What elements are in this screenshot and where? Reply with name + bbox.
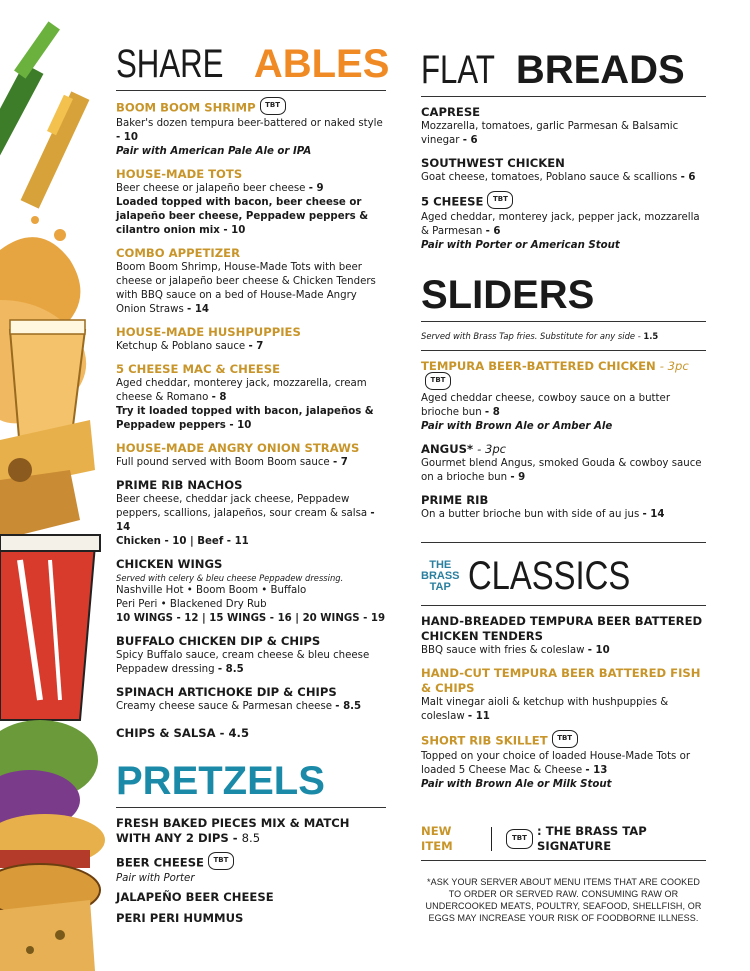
menu-item: ANGUS* - 3pc Gourmet blend Angus, smoked Gouda & cowboy sauce on a brioche bun - 9 xyxy=(421,442,702,483)
section-divider xyxy=(116,807,386,808)
section-divider xyxy=(421,542,706,543)
menu-item: HAND-BREADED TEMPURA BEER BATTERED CHICKEN TENDERS BBQ sauce with fries & coleslaw - 10 xyxy=(421,614,703,656)
menu-item: CAPRESE Mozzarella, tomatoes, garlic Parmesan & Balsamic vinegar - 6 xyxy=(421,105,679,146)
tbt-signature-icon: TBT xyxy=(260,97,286,115)
menu-item: PERI PERI HUMMUS xyxy=(116,911,244,925)
menu-item: TEMPURA BEER-BATTERED CHICKEN - 3pcTBT Aged cheddar cheese, cowboy sauce on a butter brioche bun - 8 Pair with Brown Ale or Amber Ale xyxy=(421,359,689,432)
disclaimer: *ASK YOUR SERVER ABOUT MENU ITEMS THAT ARE COOKED TO ORDER OR SERVED RAW. CONSUMING RAW OR UNDERCOOKED MEATS, POULTRY, SEAFOOD, SHELLFISH, OR EGGS MAY INCREASE YOUR RISK OF FOODBORNE ILLNESS. xyxy=(425,877,702,923)
menu-item: CHICKEN WINGS Served with celery & bleu cheese Peppadew dressing. Nashville Hot • Boom Boom • Buffalo Peri Peri • Blackened Dry Rub 10 WINGS - 12 | 15 WINGS - 16 | 20 WINGS - 19 xyxy=(116,557,386,624)
flatbreads-heading: FLAT BREADS xyxy=(421,48,685,92)
sliders-note: Served with Brass Tap fries. Substitute for any side - 1.5 xyxy=(421,331,659,341)
food-drink-illustration xyxy=(0,0,112,971)
tbt-signature-icon: TBT xyxy=(487,191,513,209)
menu-item: PRIME RIB NACHOS Beer cheese, cheddar jack cheese, Peppadew peppers, scallions, jalapeños, sour cream & salsa - 14 Chicken - 10 | Beef - 11 xyxy=(116,478,375,547)
tbt-signature-icon: TBT xyxy=(506,829,533,849)
section-divider xyxy=(116,90,386,91)
menu-item: BUFFALO CHICKEN DIP & CHIPS Spicy Buffalo sauce, cream cheese & bleu cheese Peppadew dressing - 8.5 xyxy=(116,634,370,675)
section-divider xyxy=(421,860,706,861)
menu-item: COMBO APPETIZER Boom Boom Shrimp, House-Made Tots with beer cheese or jalapeño beer cheese & Chicken Tenders with BBQ sauce on a bed of House-Made Angry Onion Straws - 14 xyxy=(116,246,376,315)
menu-item: BEER CHEESE TBT Pair with Porter xyxy=(116,854,386,886)
section-divider xyxy=(421,321,706,322)
menu-item: HOUSE-MADE ANGRY ONION STRAWS Full pound served with Boom Boom sauce - 7 xyxy=(116,441,360,468)
right-column xyxy=(421,48,706,800)
legend-divider xyxy=(491,827,492,851)
menu-item: HOUSE-MADE TOTS Beer cheese or jalapeño beer cheese - 9 Loaded topped with bacon, beer cheese or jalapeño beer cheese, Peppadew peppers & cilantro onion mix - 10 xyxy=(116,167,369,236)
menu-item: 5 CHEESE MAC & CHEESE Aged cheddar, monterey jack, mozzarella, cream cheese & Romano - 8 Try it loaded topped with bacon, jalapeños & Peppadew peppers - 10 xyxy=(116,362,374,431)
menu-item: CHIPS & SALSA - 4.5 xyxy=(116,726,250,740)
signature-label: : THE BRASS TAP SIGNATURE xyxy=(537,824,647,853)
new-item-label: NEW ITEM xyxy=(421,824,453,853)
legend xyxy=(421,826,706,852)
menu-item: SPINACH ARTICHOKE DIP & CHIPS Creamy cheese sauce & Parmesan cheese - 8.5 xyxy=(116,685,362,712)
classics-heading: THE BRASS TAP CLASSICS xyxy=(421,554,630,598)
menu-item: FRESH BAKED PIECES MIX & MATCH WITH ANY 2 DIPS - 8.5 xyxy=(116,816,350,845)
menu-item: SHORT RIB SKILLET TBT Topped on your choice of loaded House-Made Tots or loaded 5 Cheese Mac & Cheese - 13 Pair with Brown Ale or Milk Stout xyxy=(421,732,706,792)
menu-item: HAND-CUT TEMPURA BEER BATTERED FISH & CHIPS Malt vinegar aioli & ketchup with hushpuppies & coleslaw - 11 xyxy=(421,666,701,722)
menu-item: SOUTHWEST CHICKEN Goat cheese, tomatoes, Poblano sauce & scallions - 6 xyxy=(421,156,696,183)
menu-item: BOOM BOOM SHRIMP TBT Baker's dozen tempura beer-battered or naked style - 10 Pair with American Pale Ale or IPA xyxy=(116,99,386,159)
tbt-signature-icon: TBT xyxy=(552,730,578,748)
tbt-signature-icon: TBT xyxy=(425,372,451,390)
menu-item: JALAPEÑO BEER CHEESE xyxy=(116,890,274,904)
section-divider xyxy=(421,605,706,606)
menu-item: HOUSE-MADE HUSHPUPPIES Ketchup & Poblano sauce - 7 xyxy=(116,325,301,352)
sliders-heading: SLIDERS xyxy=(421,273,595,317)
left-column xyxy=(116,42,390,934)
brass-tap-logo: THE BRASS TAP xyxy=(421,558,460,593)
menu-item: 5 CHEESE TBT Aged cheddar, monterey jack, pepper jack, mozzarella & Parmesan - 6 Pair with Porter or American Stout xyxy=(421,193,706,253)
section-divider xyxy=(421,350,706,351)
section-divider xyxy=(421,96,706,97)
menu-item: PRIME RIB On a butter brioche bun with side of au jus - 14 xyxy=(421,493,665,520)
shareables-heading: SHARE ABLES xyxy=(116,42,390,86)
tbt-signature-icon: TBT xyxy=(208,852,234,870)
pretzels-heading: PRETZELS xyxy=(116,759,325,803)
